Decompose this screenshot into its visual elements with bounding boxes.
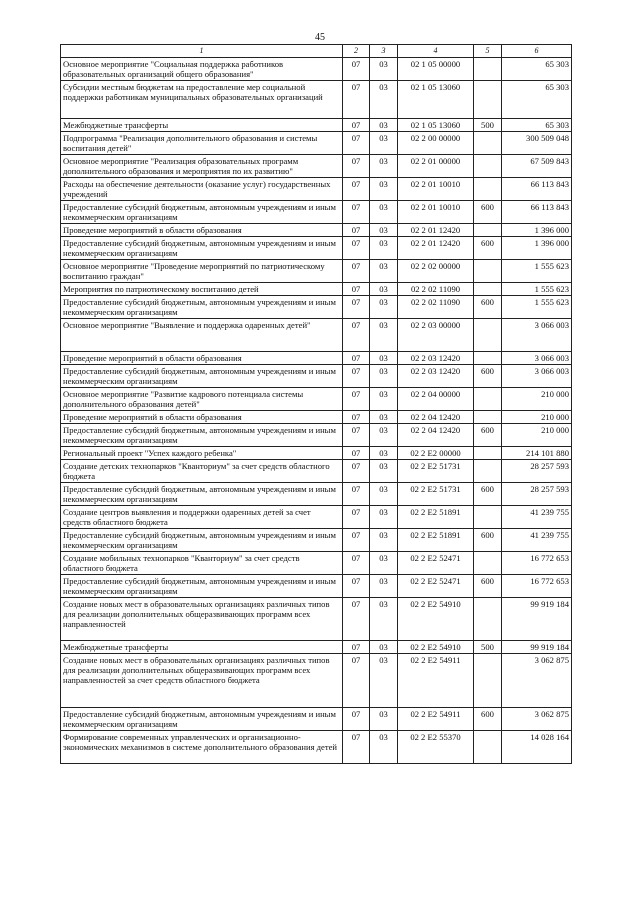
section-code-cell: 07: [343, 119, 370, 132]
row-name-cell: Проведение мероприятий в области образования: [61, 224, 343, 237]
row-name-cell: Предоставление субсидий бюджетным, автономным учреждениям и иным некоммерческим организациям: [61, 296, 343, 319]
expense-type-cell: [474, 598, 502, 641]
expense-type-cell: [474, 731, 502, 764]
row-name-cell: Предоставление субсидий бюджетным, автономным учреждениям и иным некоммерческим организациям: [61, 237, 343, 260]
table-row: [61, 447, 572, 460]
section-code-cell: 07: [343, 641, 370, 654]
subsection-code-cell: 03: [370, 81, 398, 119]
section-code-cell: 07: [343, 708, 370, 731]
table-row: [61, 575, 572, 598]
amount-cell: 65 303: [502, 58, 572, 81]
table-row: [61, 319, 572, 352]
amount-cell: 214 101 880: [502, 447, 572, 460]
subsection-code-cell: 03: [370, 731, 398, 764]
column-header: 6: [502, 45, 572, 58]
target-article-cell: 02 2 E2 52471: [398, 575, 474, 598]
section-code-cell: 07: [343, 201, 370, 224]
subsection-code-cell: 03: [370, 119, 398, 132]
section-code-cell: 07: [343, 447, 370, 460]
expense-type-cell: [474, 81, 502, 119]
row-name-cell: Подпрограмма "Реализация дополнительного образования и системы воспитания детей": [61, 132, 343, 155]
table-row: [61, 654, 572, 708]
table-row: [61, 708, 572, 731]
expense-type-cell: [474, 506, 502, 529]
budget-table: [60, 44, 572, 764]
subsection-code-cell: 03: [370, 654, 398, 708]
row-name-cell: Предоставление субсидий бюджетным, автономным учреждениям и иным некоммерческим организациям: [61, 529, 343, 552]
table-row: [61, 506, 572, 529]
expense-type-cell: 500: [474, 119, 502, 132]
amount-cell: 3 066 003: [502, 319, 572, 352]
expense-type-cell: [474, 352, 502, 365]
expense-type-cell: [474, 260, 502, 283]
subsection-code-cell: 03: [370, 388, 398, 411]
table-row: [61, 424, 572, 447]
target-article-cell: 02 2 01 00000: [398, 155, 474, 178]
table-row: [61, 365, 572, 388]
target-article-cell: 02 2 01 10010: [398, 178, 474, 201]
subsection-code-cell: 03: [370, 447, 398, 460]
subsection-code-cell: 03: [370, 132, 398, 155]
amount-cell: 16 772 653: [502, 552, 572, 575]
row-name-cell: Проведение мероприятий в области образования: [61, 352, 343, 365]
column-header: 4: [398, 45, 474, 58]
subsection-code-cell: 03: [370, 483, 398, 506]
target-article-cell: 02 2 E2 54910: [398, 641, 474, 654]
section-code-cell: 07: [343, 296, 370, 319]
section-code-cell: 07: [343, 598, 370, 641]
target-article-cell: 02 2 E2 54911: [398, 708, 474, 731]
row-name-cell: Создание центров выявления и поддержки одаренных детей за счет средств областного бюджета: [61, 506, 343, 529]
target-article-cell: 02 2 E2 00000: [398, 447, 474, 460]
row-name-cell: Предоставление субсидий бюджетным, автономным учреждениям и иным некоммерческим организациям: [61, 708, 343, 731]
column-header: 1: [61, 45, 343, 58]
table-row: [61, 598, 572, 641]
section-code-cell: 07: [343, 224, 370, 237]
table-row: [61, 81, 572, 119]
column-header: 2: [343, 45, 370, 58]
target-article-cell: 02 2 03 12420: [398, 365, 474, 388]
row-name-cell: Межбюджетные трансферты: [61, 641, 343, 654]
amount-cell: 3 066 003: [502, 365, 572, 388]
section-code-cell: 07: [343, 529, 370, 552]
table-row: [61, 731, 572, 764]
expense-type-cell: 600: [474, 365, 502, 388]
row-name-cell: Предоставление субсидий бюджетным, автономным учреждениям и иным некоммерческим организациям: [61, 575, 343, 598]
column-header: 3: [370, 45, 398, 58]
table-row: [61, 119, 572, 132]
row-name-cell: Предоставление субсидий бюджетным, автономным учреждениям и иным некоммерческим организациям: [61, 483, 343, 506]
target-article-cell: 02 2 E2 54910: [398, 598, 474, 641]
table-row: [61, 529, 572, 552]
row-name-cell: Предоставление субсидий бюджетным, автономным учреждениям и иным некоммерческим организациям: [61, 201, 343, 224]
target-article-cell: 02 2 E2 51891: [398, 506, 474, 529]
section-code-cell: 07: [343, 365, 370, 388]
expense-type-cell: [474, 460, 502, 483]
expense-type-cell: [474, 447, 502, 460]
table-row: [61, 352, 572, 365]
section-code-cell: 07: [343, 575, 370, 598]
subsection-code-cell: 03: [370, 224, 398, 237]
amount-cell: 28 257 593: [502, 483, 572, 506]
target-article-cell: 02 2 03 12420: [398, 352, 474, 365]
amount-cell: 67 509 843: [502, 155, 572, 178]
amount-cell: 1 396 000: [502, 224, 572, 237]
expense-type-cell: [474, 411, 502, 424]
amount-cell: 210 000: [502, 424, 572, 447]
subsection-code-cell: 03: [370, 201, 398, 224]
subsection-code-cell: 03: [370, 411, 398, 424]
target-article-cell: 02 2 00 00000: [398, 132, 474, 155]
subsection-code-cell: 03: [370, 58, 398, 81]
expense-type-cell: 600: [474, 201, 502, 224]
target-article-cell: 02 2 04 12420: [398, 424, 474, 447]
subsection-code-cell: 03: [370, 708, 398, 731]
amount-cell: 99 919 184: [502, 641, 572, 654]
table-row: [61, 411, 572, 424]
row-name-cell: Расходы на обеспечение деятельности (оказание услуг) государственных учреждений: [61, 178, 343, 201]
expense-type-cell: [474, 224, 502, 237]
subsection-code-cell: 03: [370, 296, 398, 319]
subsection-code-cell: 03: [370, 319, 398, 352]
target-article-cell: 02 2 02 11090: [398, 283, 474, 296]
section-code-cell: 07: [343, 58, 370, 81]
section-code-cell: 07: [343, 424, 370, 447]
row-name-cell: Субсидии местным бюджетам на предоставление мер социальной поддержки работникам муниципальных образовательных организаций: [61, 81, 343, 119]
section-code-cell: 07: [343, 731, 370, 764]
row-name-cell: Региональный проект "Успех каждого ребенка": [61, 447, 343, 460]
amount-cell: 3 062 875: [502, 654, 572, 708]
target-article-cell: 02 2 04 12420: [398, 411, 474, 424]
subsection-code-cell: 03: [370, 598, 398, 641]
row-name-cell: Формирование современных управленческих и организационно-экономических механизмов в системе дополнительного образования детей: [61, 731, 343, 764]
table-row: [61, 237, 572, 260]
row-name-cell: Предоставление субсидий бюджетным, автономным учреждениям и иным некоммерческим организациям: [61, 365, 343, 388]
expense-type-cell: 600: [474, 296, 502, 319]
subsection-code-cell: 03: [370, 352, 398, 365]
target-article-cell: 02 2 E2 52471: [398, 552, 474, 575]
target-article-cell: 02 1 05 13060: [398, 119, 474, 132]
row-name-cell: Проведение мероприятий в области образования: [61, 411, 343, 424]
page-number: 45: [315, 32, 325, 43]
row-name-cell: Предоставление субсидий бюджетным, автономным учреждениям и иным некоммерческим организациям: [61, 424, 343, 447]
target-article-cell: 02 2 03 00000: [398, 319, 474, 352]
amount-cell: 1 555 623: [502, 260, 572, 283]
expense-type-cell: 600: [474, 529, 502, 552]
target-article-cell: 02 2 01 10010: [398, 201, 474, 224]
subsection-code-cell: 03: [370, 178, 398, 201]
section-code-cell: 07: [343, 506, 370, 529]
expense-type-cell: 600: [474, 708, 502, 731]
section-code-cell: 07: [343, 460, 370, 483]
expense-type-cell: [474, 388, 502, 411]
amount-cell: 41 239 755: [502, 506, 572, 529]
table-row: [61, 260, 572, 283]
subsection-code-cell: 03: [370, 529, 398, 552]
target-article-cell: 02 2 02 00000: [398, 260, 474, 283]
amount-cell: 210 000: [502, 411, 572, 424]
subsection-code-cell: 03: [370, 365, 398, 388]
section-code-cell: 07: [343, 260, 370, 283]
table-row: [61, 460, 572, 483]
section-code-cell: 07: [343, 552, 370, 575]
target-article-cell: 02 1 05 13060: [398, 81, 474, 119]
subsection-code-cell: 03: [370, 575, 398, 598]
amount-cell: 66 113 843: [502, 201, 572, 224]
target-article-cell: 02 2 02 11090: [398, 296, 474, 319]
row-name-cell: Мероприятия по патриотическому воспитанию детей: [61, 283, 343, 296]
target-article-cell: 02 1 05 00000: [398, 58, 474, 81]
column-header: 5: [474, 45, 502, 58]
expense-type-cell: [474, 58, 502, 81]
expense-type-cell: 600: [474, 237, 502, 260]
expense-type-cell: 600: [474, 483, 502, 506]
amount-cell: 300 509 048: [502, 132, 572, 155]
target-article-cell: 02 2 E2 51891: [398, 529, 474, 552]
expense-type-cell: [474, 178, 502, 201]
subsection-code-cell: 03: [370, 155, 398, 178]
table-row: [61, 552, 572, 575]
expense-type-cell: [474, 654, 502, 708]
section-code-cell: 07: [343, 352, 370, 365]
section-code-cell: 07: [343, 388, 370, 411]
expense-type-cell: 500: [474, 641, 502, 654]
target-article-cell: 02 2 E2 51731: [398, 483, 474, 506]
amount-cell: 3 066 003: [502, 352, 572, 365]
target-article-cell: 02 2 04 00000: [398, 388, 474, 411]
expense-type-cell: [474, 283, 502, 296]
section-code-cell: 07: [343, 155, 370, 178]
table-row: [61, 155, 572, 178]
section-code-cell: 07: [343, 237, 370, 260]
table-row: [61, 224, 572, 237]
row-name-cell: Создание новых мест в образовательных организациях различных типов для реализации дополнительных общеразвивающих программ всех направленностей за счет средств областного бюджета: [61, 654, 343, 708]
amount-cell: 14 028 164: [502, 731, 572, 764]
amount-cell: 41 239 755: [502, 529, 572, 552]
expense-type-cell: [474, 319, 502, 352]
amount-cell: 3 062 875: [502, 708, 572, 731]
section-code-cell: 07: [343, 283, 370, 296]
table-row: [61, 283, 572, 296]
row-name-cell: Основное мероприятие "Проведение мероприятий по патриотическому воспитанию граждан": [61, 260, 343, 283]
amount-cell: 210 000: [502, 388, 572, 411]
subsection-code-cell: 03: [370, 283, 398, 296]
table-row: [61, 58, 572, 81]
subsection-code-cell: 03: [370, 237, 398, 260]
section-code-cell: 07: [343, 411, 370, 424]
subsection-code-cell: 03: [370, 506, 398, 529]
row-name-cell: Основное мероприятие "Выявление и поддержка одаренных детей": [61, 319, 343, 352]
table-row: [61, 132, 572, 155]
section-code-cell: 07: [343, 81, 370, 119]
target-article-cell: 02 2 E2 51731: [398, 460, 474, 483]
target-article-cell: 02 2 01 12420: [398, 224, 474, 237]
row-name-cell: Основное мероприятие "Реализация образовательных программ дополнительного образования и мероприятия по их развитию": [61, 155, 343, 178]
row-name-cell: Межбюджетные трансферты: [61, 119, 343, 132]
target-article-cell: 02 2 E2 54911: [398, 654, 474, 708]
amount-cell: 65 303: [502, 81, 572, 119]
table-row: [61, 178, 572, 201]
section-code-cell: 07: [343, 132, 370, 155]
row-name-cell: Создание мобильных технопарков "Кванториум" за счет средств областного бюджета: [61, 552, 343, 575]
subsection-code-cell: 03: [370, 260, 398, 283]
row-name-cell: Создание детских технопарков "Кванториум" за счет средств областного бюджета: [61, 460, 343, 483]
section-code-cell: 07: [343, 654, 370, 708]
amount-cell: 99 919 184: [502, 598, 572, 641]
row-name-cell: Основное мероприятие "Социальная поддержка работников образовательных организаций общего образования": [61, 58, 343, 81]
section-code-cell: 07: [343, 178, 370, 201]
amount-cell: 1 555 623: [502, 296, 572, 319]
expense-type-cell: [474, 552, 502, 575]
amount-cell: 16 772 653: [502, 575, 572, 598]
target-article-cell: 02 2 01 12420: [398, 237, 474, 260]
section-code-cell: 07: [343, 319, 370, 352]
target-article-cell: 02 2 E2 55370: [398, 731, 474, 764]
subsection-code-cell: 03: [370, 641, 398, 654]
amount-cell: 65 303: [502, 119, 572, 132]
expense-type-cell: 600: [474, 575, 502, 598]
table-row: [61, 483, 572, 506]
subsection-code-cell: 03: [370, 424, 398, 447]
subsection-code-cell: 03: [370, 552, 398, 575]
table-row: [61, 296, 572, 319]
amount-cell: 1 555 623: [502, 283, 572, 296]
amount-cell: 66 113 843: [502, 178, 572, 201]
expense-type-cell: [474, 155, 502, 178]
table-row: [61, 641, 572, 654]
section-code-cell: 07: [343, 483, 370, 506]
row-name-cell: Основное мероприятие "Развитие кадрового потенциала системы дополнительного образования детей": [61, 388, 343, 411]
subsection-code-cell: 03: [370, 460, 398, 483]
expense-type-cell: 600: [474, 424, 502, 447]
expense-type-cell: [474, 132, 502, 155]
row-name-cell: Создание новых мест в образовательных организациях различных типов для реализации дополнительных общеразвивающих программ всех направленностей: [61, 598, 343, 641]
table-row: [61, 201, 572, 224]
amount-cell: 1 396 000: [502, 237, 572, 260]
table-header-row: [61, 45, 572, 58]
amount-cell: 28 257 593: [502, 460, 572, 483]
table-row: [61, 388, 572, 411]
